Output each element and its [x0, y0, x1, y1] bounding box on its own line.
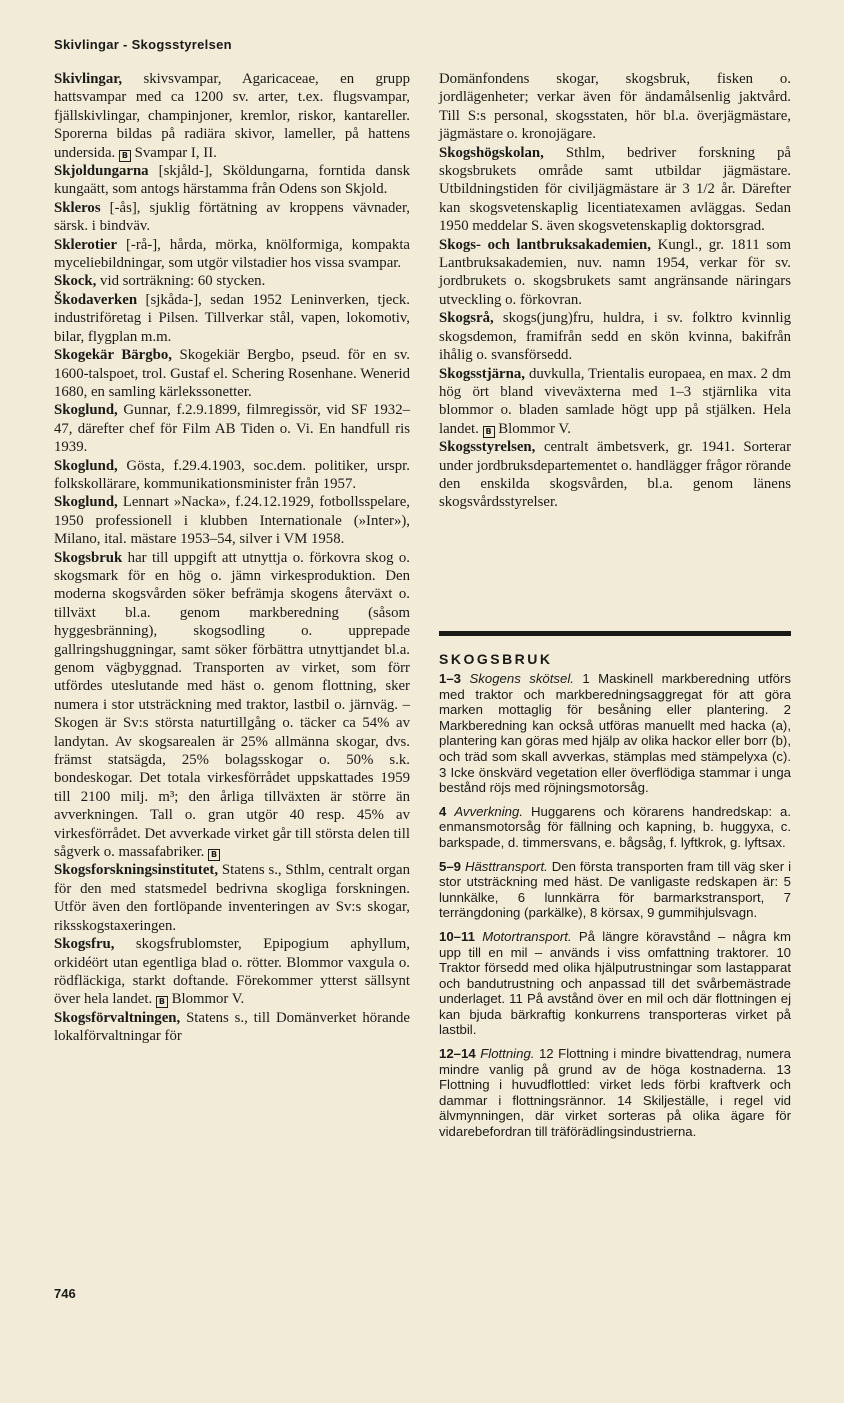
caption [439, 804, 791, 851]
caption-title: Avverkning. [454, 803, 524, 819]
entry [54, 272, 410, 290]
entry [54, 199, 410, 236]
caption-text: Huggarens och körarens handredskap: a. enmansmotorsåg för fällning och kapning, b. huggyxa, c. barkspade, d. timmersvans, e. bågsåg, f. lyftkrok, g. lyftsax. [439, 803, 791, 850]
headword: Skogshögskolan, [439, 144, 544, 161]
headword: Skogsstjärna, [439, 365, 525, 382]
headword: Skogsbruk [54, 549, 123, 566]
entry [439, 438, 791, 512]
entry-text: centralt ämbetsverk, gr. 1941. Sorterar under jordbruksdepartementet o. handlägger frågor rörande den enskilda skogsvården, bl.a. genom länens skogsvårdsstyrelser. [439, 439, 791, 511]
page-number: 746 [54, 1286, 76, 1301]
entry-text: Statens s., till Domänverket hörande lokalförvaltningar för [54, 1009, 410, 1045]
section-divider [439, 631, 791, 636]
headword: Skoglund, [54, 494, 118, 511]
entry [54, 236, 410, 273]
headword: Sklerotier [54, 236, 118, 253]
headword: Skivlingar, [54, 71, 123, 87]
entry-text: [-rå-], hårda, mörka, knölformiga, kompakta myceliebildningar, som utgör vilstadier hos vissa svampar. [54, 236, 410, 272]
entry-text: [sjkåda-], sedan 1952 Leninverken, tjeck. industriföretag i Pilsen. Tillverkar stål, vapen, lokomotiv, bilar, flygplan m.m. [54, 291, 410, 345]
caption-number: 10–11 [439, 928, 475, 944]
caption-title: Hästtransport. [464, 858, 548, 874]
entry [439, 70, 791, 144]
caption-text: 1 Maskinell markberedning utförs med traktor och markberedningsaggregat för att göra marken mottaglig för besåning eller plantering. 2 Markberedning kan också utföras manuellt med hacka (a), plantering kan göras med hjälp av olika hackor eller borr (b), och träd som skall avverkas, stämplas med stämpelyxa (c). 3 Icke önskvärd vegetation eller överflödiga stammar i unga bestånd röjs med röjningsmotorsåg. [439, 671, 791, 796]
entry-text: Domänfondens skogar, skogsbruk, fisken o. jordlägenheter; verkar även för ändamålsenlig jaktvård. Till S:s personal, skogsstaten, hör bl.a. överjägmästare, jägmästare o. kronojägare. [439, 71, 791, 143]
headword: Skjoldungarna [54, 163, 149, 180]
caption-number: 1–3 [439, 671, 462, 686]
entry-text: Kungl., gr. 1811 som Lantbruksakademien, nuv. namn 1954, verkar för sv. jordbrukets o. skogsbrukets samt angränsande näringars utveckling o. förkovran. [439, 236, 791, 308]
headword: Skock, [54, 273, 97, 290]
caption-title: Motortransport. [482, 928, 572, 944]
headword: Skogsfru, [54, 936, 115, 953]
entry-tail: Blommor V. [494, 420, 571, 437]
entry [54, 493, 410, 548]
headword: Skoglund, [54, 402, 118, 419]
headword: Skoglund, [54, 457, 118, 474]
entry-text: Lennart »Nacka», f.24.12.1929, fotbollsspelare, 1950 professionell i klubben Internationale (»Inter»), Milano, ital. mästare 1953–54, silver i VM 1958. [54, 494, 410, 548]
headword: Škodaverken [54, 291, 138, 308]
entry-text: skogs(jung)fru, huldra, i sv. folktro kvinnlig skogsdemon, framifrån sedd en skön kvinna, bakifrån ihålig o. svansförsedd. [439, 310, 791, 364]
entry-text: vid sorträkning: 60 stycken. [96, 273, 266, 290]
entry [54, 401, 410, 456]
entry [439, 309, 791, 364]
illustration-reference-icon: B [483, 426, 495, 438]
headword: Skogs- och lantbruksakademien, [439, 236, 651, 253]
entry [54, 935, 410, 1009]
illustration-reference-icon: B [156, 996, 168, 1008]
entry-text: [-ås], sjuklig förtätning av kroppens vävnader, särsk. i bindväv. [54, 199, 410, 235]
headword: Skogekär Bärgbo, [54, 347, 172, 364]
right-column [439, 70, 791, 512]
headword: Skleros [54, 199, 101, 216]
entry [439, 144, 791, 236]
entry [54, 457, 410, 494]
caption-text: 12 Flottning i mindre bivattendrag, numera mindre vanlig på grund av de höga kostnaderna. 13 Flottning i huvudflottled: virket leds förbi kraftverk och dammar i flottningsrännor. 14 Skiljeställe, i regel vid älvmynningen, där virket sorteras på olika ägare för vidarebefordran till träförädlingsindustrierna. [439, 1046, 792, 1140]
illustration-captions [439, 671, 791, 1148]
entry [54, 861, 410, 935]
entry-tail: Blommor V. [167, 991, 245, 1008]
illustration-reference-icon: B [119, 150, 131, 162]
entry-text: duvkulla, Trientalis europaea, en max. 2 dm hög ört bland viveväxterna med 1–3 stjärnlika vita blommor o. bladen samlade högt upp på stjälken. Hela landet. [439, 365, 791, 437]
headword: Skogsstyrelsen, [439, 439, 536, 456]
headword: Skogsförvaltningen, [54, 1009, 181, 1026]
entry-text: skogsfrublomster, Epipogium aphyllum, orkidéört utan egentliga blad o. rötter. Blommor vaxgula o. rödfläckiga, starkt doftande. Förekommer ytterst sällsynt över hela landet. [54, 936, 410, 1008]
caption [439, 671, 791, 796]
caption-title: Flottning. [480, 1046, 535, 1062]
entry-text: Skogekiär Bergbo, pseud. för en sv. 1600-talspoet, trol. Gustaf el. Schering Rosenhane. Wenerid 1680, en samling kärlekssonetter. [54, 347, 410, 400]
caption-number: 5–9 [439, 858, 462, 874]
caption-number: 12–14 [439, 1046, 476, 1062]
entry [439, 236, 791, 310]
headword: Skogsrå, [439, 310, 494, 327]
section-title: SKOGSBRUK [439, 651, 553, 667]
caption-text: Den första transporten fram till väg sker i stor utsträckning med häst. De vanligaste redskapen är: 5 lunnkälke, 6 lunnkärra för barmarkstransport, 7 terrängdoning (parkälke), 8 körsax, 9 gummihjulsvagn. [439, 858, 791, 921]
caption-number: 4 [439, 803, 447, 819]
entry [54, 1009, 410, 1046]
entry [54, 346, 410, 401]
entry-text: skivsvampar, Agaricaceae, en grupp hattsvampar med ca 1200 sv. arter, t.ex. flugsvampar, fjällskivlingar, champinjoner, kremlor, riskor, kantareller. Sporerna bildas på radiära skivor, lameller, på hattens undersida. [54, 71, 410, 161]
caption [439, 1046, 791, 1140]
page-header: Skivlingar - Skogsstyrelsen [54, 37, 232, 52]
entry [54, 549, 410, 862]
left-column [54, 70, 410, 1046]
caption [439, 929, 791, 1038]
entry-text: Gunnar, f.2.9.1899, filmregissör, vid SF 1932–47, därefter chef för Film AB Tiden o. Vi. En handfull ris 1939. [54, 402, 410, 456]
caption [439, 859, 791, 921]
entry [54, 70, 410, 162]
headword: Skogsforskningsinstitutet, [54, 862, 219, 879]
entry [439, 365, 791, 439]
entry-text: Statens s., Sthlm, centralt organ för den med statsmedel bedrivna skogliga forskningen. Utför även den fortlöpande inventeringen av Sv:s skogar, riksskogstaxeringen. [54, 862, 410, 934]
entry-text: Gösta, f.29.4.1903, soc.dem. politiker, urspr. folkskollärare, kommunikationsminister från 1957. [54, 457, 410, 492]
entry-tail: Svampar I, II. [130, 144, 217, 161]
illustration-reference-icon: B [208, 849, 220, 861]
entry-text: har till uppgift att utnyttja o. förkovra skog o. skogsmark för en hög o. jämn virkesproduktion. Den moderna skogsvården söker befrämja skogens återväxt o. tillväxt bl.a. genom markberedning (såsom hyggesbränning), skogsodling o. upprepade gallringshuggningar, samt söker förbättra utnyttjandet bl.a. genom vägbyggnad. Transporten av virket, som förr utfördes uteslutande med häst o. genom flottning, sker numera i stor utsträckning med traktor, lastbil o. järnväg. – Skogen är Sv:s största naturtillgång o. täcker ca 54% av landytan. Av skogsarealen är 25% allmänna skogar, dvs. främst statsägda, 25% bolagsskogar o. 50% s.k. bondeskogar. Det totala virkesförrådet uppskattades 1959 till 2100 milj. m³; den årliga tillväxten är större än avverkningen. Tall o. gran utgör 40 resp. 45% av virkesförrådet. Det avverkade virket går till största delen till sågverk o. massafabriker. [54, 549, 410, 861]
entry [54, 162, 410, 199]
caption-text: På längre köravstånd – några km upp till en mil – används i viss omfattning traktorer. 10 Traktor försedd med olika hjälputrustningar som lastapparat och bandutrustning och anpassad till det svårbemästrade underlaget. 11 På avstånd över en mil och där flottningen ej kan bjuda bärkraftig konkurrens transporteras virket på lastbil. [439, 928, 791, 1038]
caption-title: Skogens skötsel. [469, 671, 574, 686]
entry [54, 291, 410, 346]
entry-text: [skjåld-], Sköldungarna, forntida dansk kungaätt, som antogs härstamma från Odens son Skjold. [54, 163, 410, 198]
entry-text: Sthlm, bedriver forskning på skogsbrukets område samt utbildar jägmästare. Utbildningstiden för civiljägmästare är 3 1/2 år. Därefter kan skogsvetenskaplig licentiatexamen avläggas. Sedan 1950 meddelar S. även skogsvetenskaplig doktorsgrad. [439, 144, 791, 235]
